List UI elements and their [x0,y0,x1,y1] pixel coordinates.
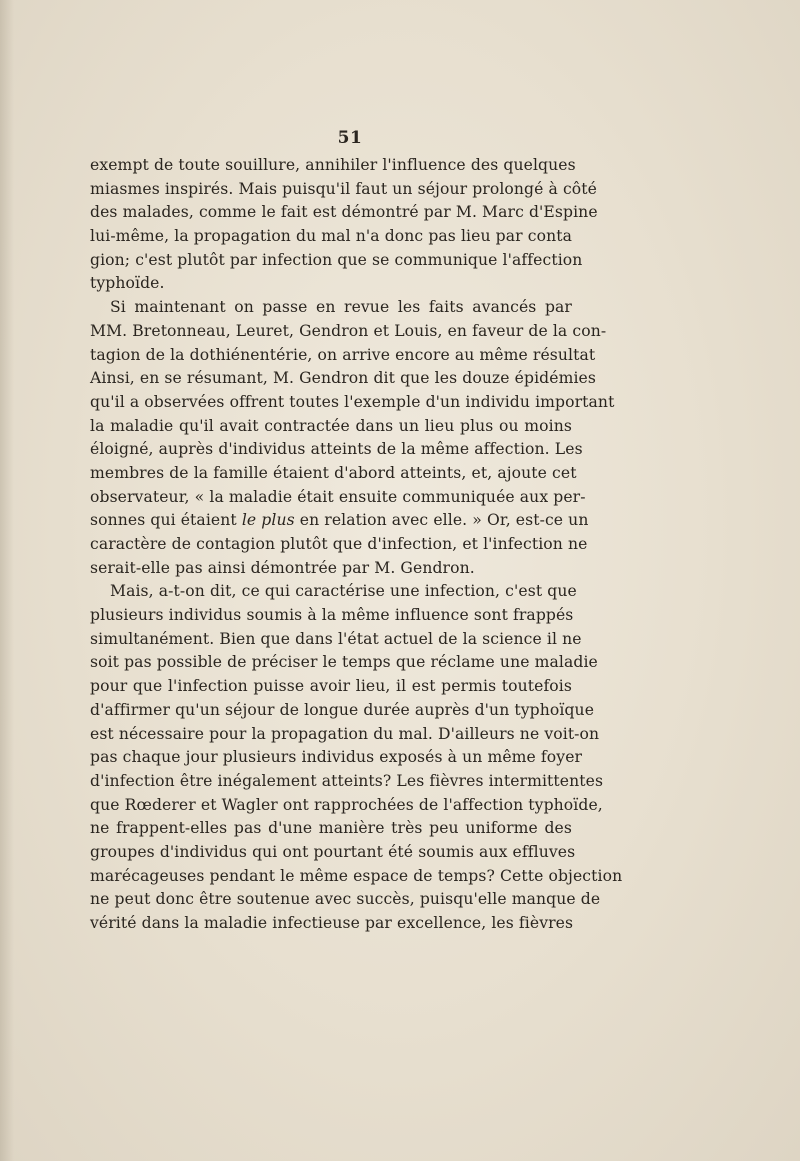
text-line: pour que l'infection puisse avoir lieu, il est permis toutefois [90,677,572,696]
text-line: la maladie qu'il avait contractée dans un lieu plus ou moins [90,416,572,435]
text-line: qu'il a observées offrent toutes l'exemple d'un individu important [90,392,615,411]
text-line: tagion de la dothiénentérie, on arrive encore au même résultat [90,345,596,364]
text-line: plusieurs individus soumis à la même influence sont frappés [90,606,574,625]
text-line: d'affirmer qu'un séjour de longue durée auprès d'un typhoïque [90,700,595,719]
text-segment: sonnes qui étaient [90,511,242,530]
text-line: miasmes inspirés. Mais puisqu'il faut un séjour prolongé à côté [90,179,597,198]
text-line: ne frappent-elles pas d'une manière très peu uniforme des [90,819,572,838]
text-line: des malades, comme le fait est démontré par M. Marc d'Espine [90,203,598,222]
text-line: soit pas possible de préciser le temps que réclame une maladie [90,653,598,672]
emphasis-text: le plus [241,511,295,530]
paragraph-first-line: Si maintenant on passe en revue les faits avancés par [110,298,572,317]
text-line: lui-même, la propagation du mal n'a donc pas lieu par conta [90,227,572,246]
text-line: simultanément. Bien que dans l'état actuel de la science il ne [90,629,582,648]
page-edge-shadow [0,0,14,1161]
text-line: est nécessaire pour la propagation du mal. D'ailleurs ne voit-on [90,724,600,743]
text-line: marécageuses pendant le même espace de temps? Cette objection [90,866,623,885]
paragraph-first-line: Mais, a-t-on dit, ce qui caractérise une infection, c'est que [110,582,577,601]
text-line: typhoïde. [90,274,165,293]
text-line-with-emphasis [90,509,589,533]
page-number: 51 [337,128,363,148]
text-line: observateur, « la maladie était ensuite communiquée aux per- [90,487,586,506]
text-line: éloigné, auprès d'individus atteints de la même affection. Les [90,440,583,459]
text-segment: en relation avec elle. » Or, est-ce un [294,511,589,530]
text-line: vérité dans la maladie infectieuse par excellence, les fièvres [90,914,574,932]
text-line: caractère de contagion plutôt que d'infection, et l'infection ne [90,535,588,553]
text-line: MM. Bretonneau, Leuret, Gendron et Louis, en faveur de la con- [90,321,607,340]
text-line: groupes d'individus qui ont pourtant été soumis aux effluves [90,842,576,861]
text-line: pas chaque jour plusieurs individus exposés à un même foyer [90,748,583,767]
text-line: d'infection être inégalement atteints? Les fièvres intermittentes [90,771,604,790]
text-line: que Rœderer et Wagler ont rapprochées de l'affection typhoïde, [90,795,603,814]
text-line: Ainsi, en se résumant, M. Gendron dit que les douze épidémies [90,369,596,388]
text-line: ne peut donc être soutenue avec succès, puisqu'elle manque de [90,890,601,909]
body-text [90,154,623,936]
text-line: membres de la famille étaient d'abord atteints, et, ajoute cet [90,463,577,482]
text-line: serait-elle pas ainsi démontrée par M. Gendron. [90,558,475,577]
text-line: gion; c'est plutôt par infection que se communique l'affection [90,250,583,269]
text-line: exempt de toute souillure, annihiler l'influence des quelques [90,156,576,174]
